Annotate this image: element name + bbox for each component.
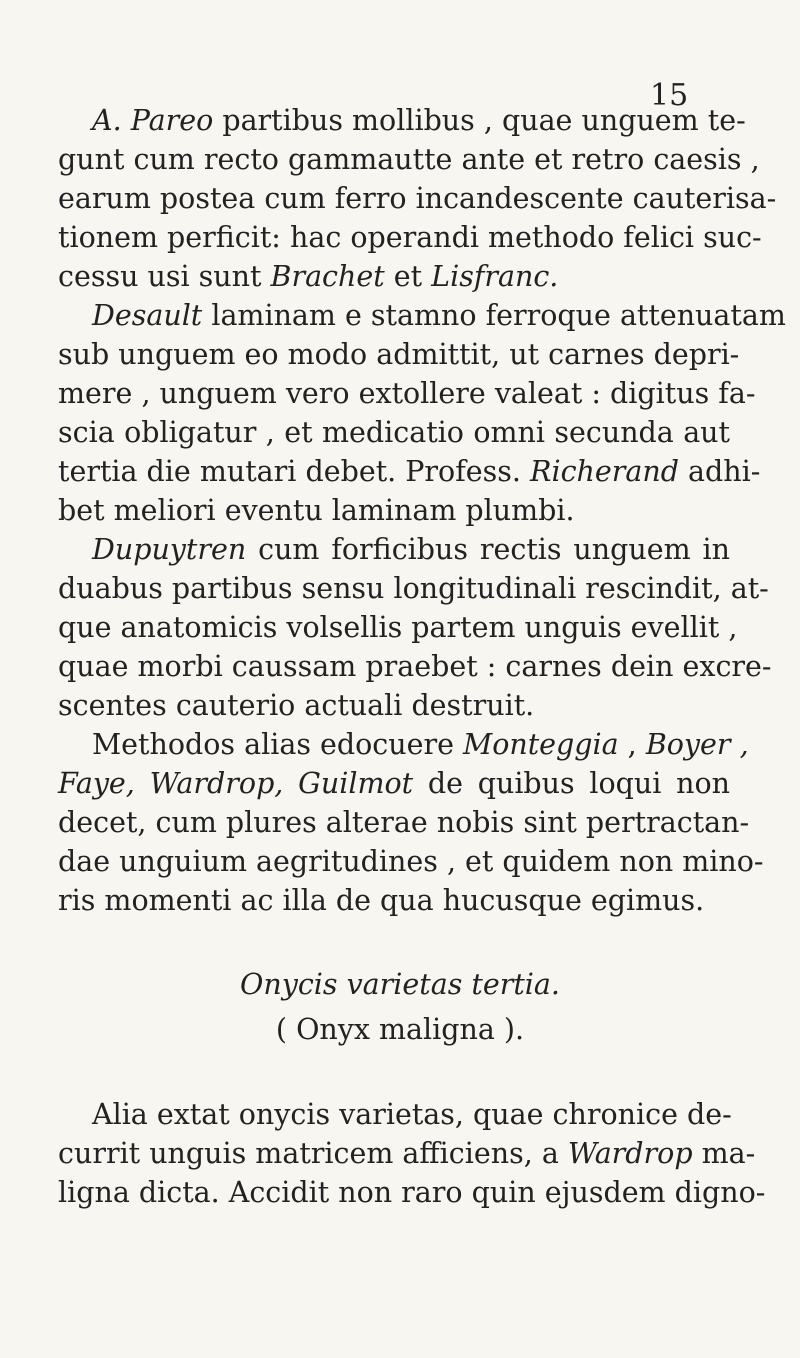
text-segment: ,: [618, 728, 646, 761]
text-line: [58, 765, 730, 803]
text-line: [58, 882, 730, 920]
italic-text-segment: Monteggia: [463, 728, 619, 761]
text-line: [92, 726, 749, 764]
text-line: [58, 648, 772, 686]
text-line: [92, 102, 746, 140]
section-subheading: ( Onyx maligna ).: [275, 1013, 525, 1046]
text-line: [58, 1135, 756, 1173]
text-line: [92, 297, 786, 335]
italic-text-segment: Lisfranc.: [431, 260, 559, 293]
text-line: [58, 570, 769, 608]
text-segment: sub unguem eo modo admittit, ut carnes depri-: [58, 338, 740, 371]
text-segment: decet, cum plures alterae nobis sint pertractan-: [58, 806, 750, 839]
text-segment: cum forficibus rectis unguem in: [246, 533, 730, 566]
text-segment: currit unguis matricem afficiens, a: [58, 1137, 568, 1170]
text-line: [58, 687, 730, 725]
text-segment: laminam e stamno ferroque attenuatam: [202, 299, 786, 332]
text-line: [58, 609, 738, 647]
text-line: [58, 180, 777, 218]
text-segment: earum postea cum ferro incandescente cauterisa-: [58, 182, 777, 215]
italic-text-segment: Richerand: [530, 455, 679, 488]
text-segment: ma-: [692, 1137, 756, 1170]
text-segment: que anatomicis volsellis partem unguis evellit ,: [58, 611, 738, 644]
text-line: [58, 453, 761, 491]
text-segment: ris momenti ac illa de qua hucusque egimus.: [58, 884, 705, 917]
text-segment: mere , unguem vero extollere valeat : digitus fa-: [58, 377, 756, 410]
text-segment: [283, 767, 298, 800]
text-segment: duabus partibus sensu longitudinali rescindit, at-: [58, 572, 769, 605]
text-segment: tionem perficit: hac operandi methodo felici suc-: [58, 221, 762, 254]
text-line: [58, 141, 760, 179]
text-segment: scentes cauterio actuali destruit.: [58, 689, 535, 722]
italic-text-segment: Brachet: [270, 260, 385, 293]
section-heading: Onycis varietas tertia.: [240, 968, 560, 1001]
text-line: [58, 258, 730, 296]
italic-text-segment: Wardrop,: [149, 767, 284, 800]
italic-text-segment: Pareo: [130, 104, 214, 137]
italic-text-segment: Wardrop: [567, 1137, 693, 1170]
italic-text-segment: Faye,: [58, 767, 135, 800]
italic-text-segment: Guilmot: [298, 767, 414, 800]
italic-text-segment: Dupuytren: [92, 533, 247, 566]
text-segment: quae morbi caussam praebet : carnes dein excre-: [58, 650, 772, 683]
text-segment: cessu usi sunt: [58, 260, 271, 293]
page-number: 15: [650, 78, 689, 113]
text-segment: Alia extat onycis varietas, quae chronice de-: [92, 1098, 732, 1131]
text-segment: [135, 767, 150, 800]
text-segment: [122, 104, 131, 137]
text-line: [92, 1096, 730, 1134]
text-line: [92, 531, 730, 569]
text-line: [58, 492, 730, 530]
text-segment: gunt cum recto gammautte ante et retro caesis ,: [58, 143, 760, 176]
text-segment: ligna dicta. Accidit non raro quin ejusdem digno-: [58, 1176, 766, 1209]
text-line: [58, 219, 762, 257]
italic-text-segment: Desault: [92, 299, 203, 332]
text-segment: dae unguium aegritudines , et quidem non mino-: [58, 845, 764, 878]
text-segment: Methodos alias edocuere: [92, 728, 464, 761]
italic-text-segment: A.: [92, 104, 122, 137]
text-segment: partibus mollibus , quae unguem te-: [213, 104, 746, 137]
text-line: [58, 804, 750, 842]
text-segment: tertia die mutari debet. Profess.: [58, 455, 531, 488]
italic-text-segment: Boyer ,: [645, 728, 749, 761]
text-line: [58, 336, 740, 374]
text-segment: adhi-: [679, 455, 761, 488]
text-segment: bet meliori eventu laminam plumbi.: [58, 494, 575, 527]
text-line: [58, 375, 756, 413]
text-segment: de quibus loqui non: [413, 767, 730, 800]
text-line: [58, 843, 764, 881]
text-line: [58, 1174, 766, 1212]
text-line: [58, 414, 730, 452]
text-segment: scia obligatur , et medicatio omni secunda aut: [58, 416, 730, 449]
text-segment: et: [384, 260, 432, 293]
